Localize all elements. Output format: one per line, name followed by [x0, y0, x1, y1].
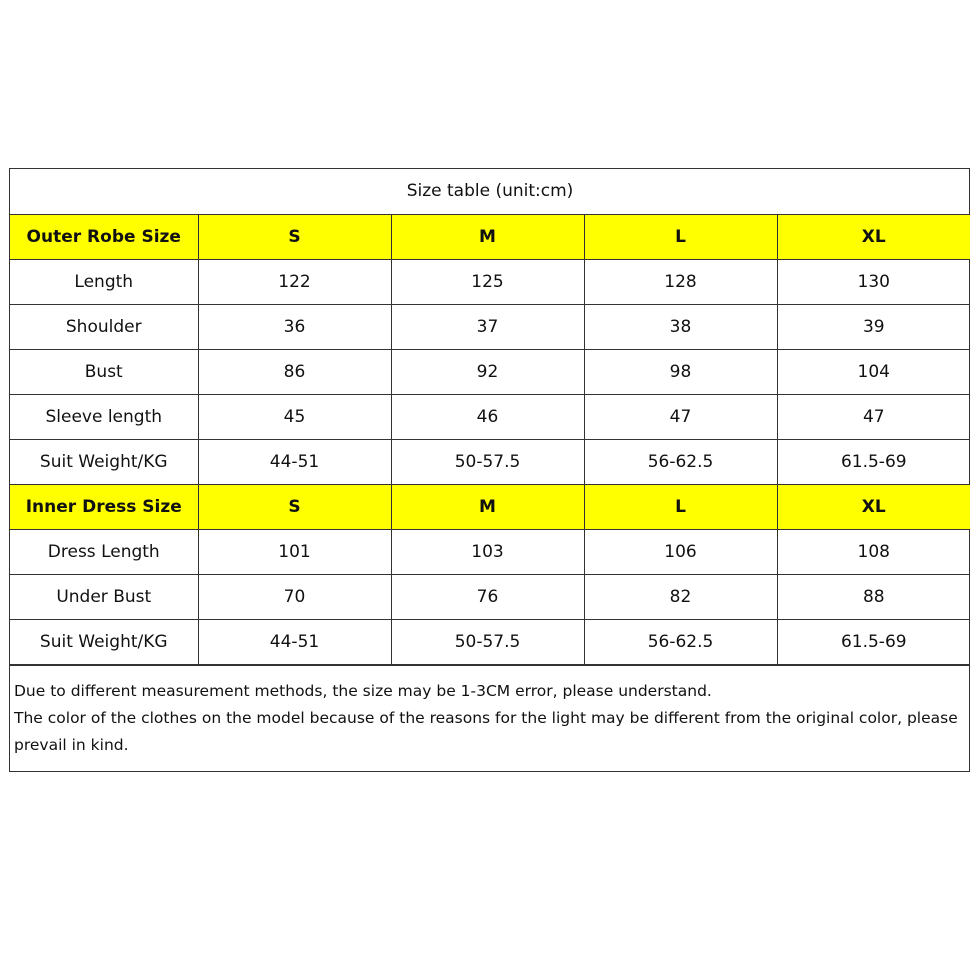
table-cell: 86 — [198, 349, 391, 394]
table-cell: 61.5-69 — [777, 619, 970, 664]
table-row — [10, 259, 970, 304]
table-cell: 128 — [584, 259, 777, 304]
table-cell: 82 — [584, 574, 777, 619]
note-color: The color of the clothes on the model because of the reasons for the light may be different from the original color, please prevail in kind. — [14, 708, 958, 754]
table-cell: 50-57.5 — [391, 619, 584, 664]
size-table — [10, 169, 970, 665]
table-row — [10, 349, 970, 394]
row-label: Length — [10, 259, 198, 304]
size-l-header: L — [584, 484, 777, 529]
size-m-header: M — [391, 214, 584, 259]
row-label: Under Bust — [10, 574, 198, 619]
table-cell: 122 — [198, 259, 391, 304]
table-cell: 108 — [777, 529, 970, 574]
table-cell: 46 — [391, 394, 584, 439]
table-cell: 76 — [391, 574, 584, 619]
table-cell: 130 — [777, 259, 970, 304]
note-measurement: Due to different measurement methods, the size may be 1-3CM error, please understand. — [14, 681, 712, 700]
row-label: Shoulder — [10, 304, 198, 349]
table-cell: 39 — [777, 304, 970, 349]
table-cell: 47 — [584, 394, 777, 439]
row-label: Suit Weight/KG — [10, 619, 198, 664]
table-cell: 104 — [777, 349, 970, 394]
row-label: Sleeve length — [10, 394, 198, 439]
table-row — [10, 574, 970, 619]
table-row — [10, 304, 970, 349]
table-row — [10, 394, 970, 439]
table-cell: 56-62.5 — [584, 619, 777, 664]
table-cell: 47 — [777, 394, 970, 439]
table-cell: 106 — [584, 529, 777, 574]
table-cell: 37 — [391, 304, 584, 349]
row-label: Bust — [10, 349, 198, 394]
table-title: Size table (unit:cm) — [10, 169, 970, 214]
size-s-header: S — [198, 214, 391, 259]
table-cell: 36 — [198, 304, 391, 349]
table-cell: 45 — [198, 394, 391, 439]
size-xl-header: XL — [777, 214, 970, 259]
table-cell: 92 — [391, 349, 584, 394]
row-label: Suit Weight/KG — [10, 439, 198, 484]
table-row — [10, 529, 970, 574]
table-cell: 56-62.5 — [584, 439, 777, 484]
title-row — [10, 169, 970, 214]
table-cell: 38 — [584, 304, 777, 349]
table-cell: 98 — [584, 349, 777, 394]
size-chart — [9, 168, 970, 772]
notes — [10, 665, 969, 771]
table-cell: 88 — [777, 574, 970, 619]
table-cell: 70 — [198, 574, 391, 619]
table-cell: 101 — [198, 529, 391, 574]
row-label: Dress Length — [10, 529, 198, 574]
inner-dress-header-row — [10, 484, 970, 529]
table-cell: 50-57.5 — [391, 439, 584, 484]
inner-dress-size-label: Inner Dress Size — [10, 484, 198, 529]
table-cell: 125 — [391, 259, 584, 304]
size-xl-header: XL — [777, 484, 970, 529]
size-l-header: L — [584, 214, 777, 259]
table-cell: 44-51 — [198, 439, 391, 484]
table-row — [10, 439, 970, 484]
outer-robe-header-row — [10, 214, 970, 259]
table-cell: 61.5-69 — [777, 439, 970, 484]
size-m-header: M — [391, 484, 584, 529]
size-s-header: S — [198, 484, 391, 529]
table-row — [10, 619, 970, 664]
table-cell: 103 — [391, 529, 584, 574]
table-cell: 44-51 — [198, 619, 391, 664]
outer-robe-size-label: Outer Robe Size — [10, 214, 198, 259]
